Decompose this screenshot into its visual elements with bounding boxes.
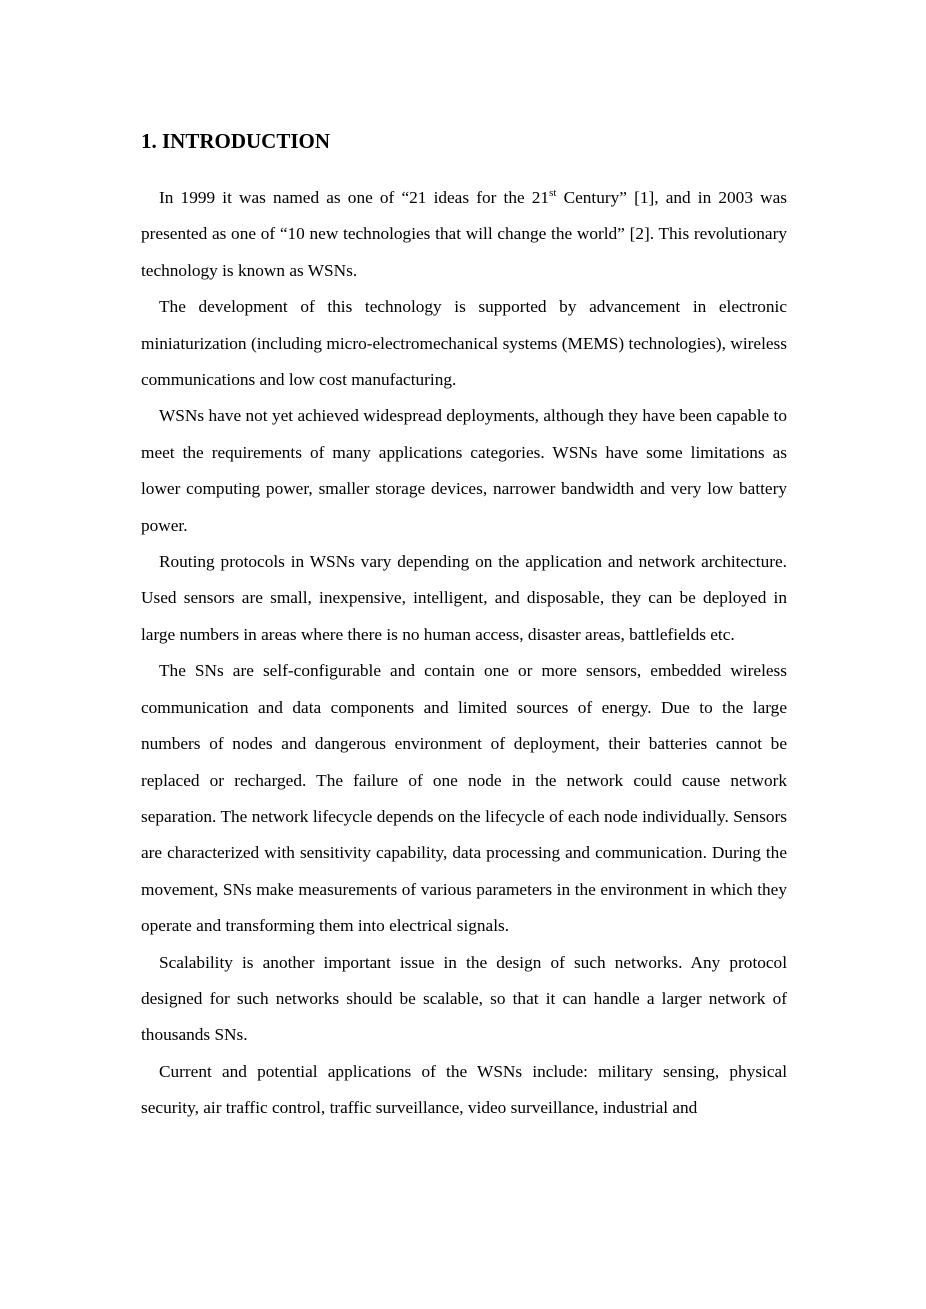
paragraph-routing: Routing protocols in WSNs vary depending on the application and network architecture. Used sensors are small, inexpensive, intelligent, and disposable, they can be deployed in large numbers in areas where there is no human access, disaster areas, battlefields etc. — [141, 552, 787, 644]
intro-text-start: In 1999 it was named as one of “21 ideas for the 21 — [159, 188, 550, 207]
ordinal-superscript: st — [549, 187, 557, 200]
section-heading: 1. INTRODUCTION — [141, 129, 331, 153]
paragraph-scalability: Scalability is another important issue in the design of such networks. Any protocol designed for such networks should be scalable, so that it can handle a larger network of thousands SNs. — [141, 952, 787, 1045]
paragraph-intro — [141, 180, 787, 289]
paragraph-applications: Current and potential applications of the WSNs include: military sensing, physical security, air traffic control, traffic surveillance, video surveillance, industrial and — [141, 1061, 787, 1118]
paragraph-deployments: WSNs have not yet achieved widespread deployments, although they have been capable to meet the requirements of many applications categories. WSNs have some limitations as lower computing power, smaller storage devices, narrower bandwidth and very low battery power. — [141, 406, 787, 535]
paragraph-development: The development of this technology is supported by advancement in electronic miniaturization (including micro-electromechanical systems (MEMS) technologies), wireless communications and low cost manufacturing. — [141, 297, 787, 390]
paragraph-sensor-nodes: The SNs are self-configurable and contain one or more sensors, embedded wireless communication and data components and limited sources of energy. Due to the large numbers of nodes and dangerous environment of deployment, their batteries cannot be replaced or recharged. The failure of one node in the network could cause network separation. The network lifecycle depends on the lifecycle of each node individually. Sensors are characterized with sensitivity capability, data processing and communication. During the movement, SNs make measurements of various parameters in the environment in which they operate and transforming them into electrical signals. — [141, 661, 787, 936]
document-page — [141, 126, 787, 1127]
intro-text-end: Century” [1], and in 2003 was presented as one of “10 new technologies that will change the world” [2]. This revolutionary technology is known as WSNs. — [141, 188, 787, 280]
